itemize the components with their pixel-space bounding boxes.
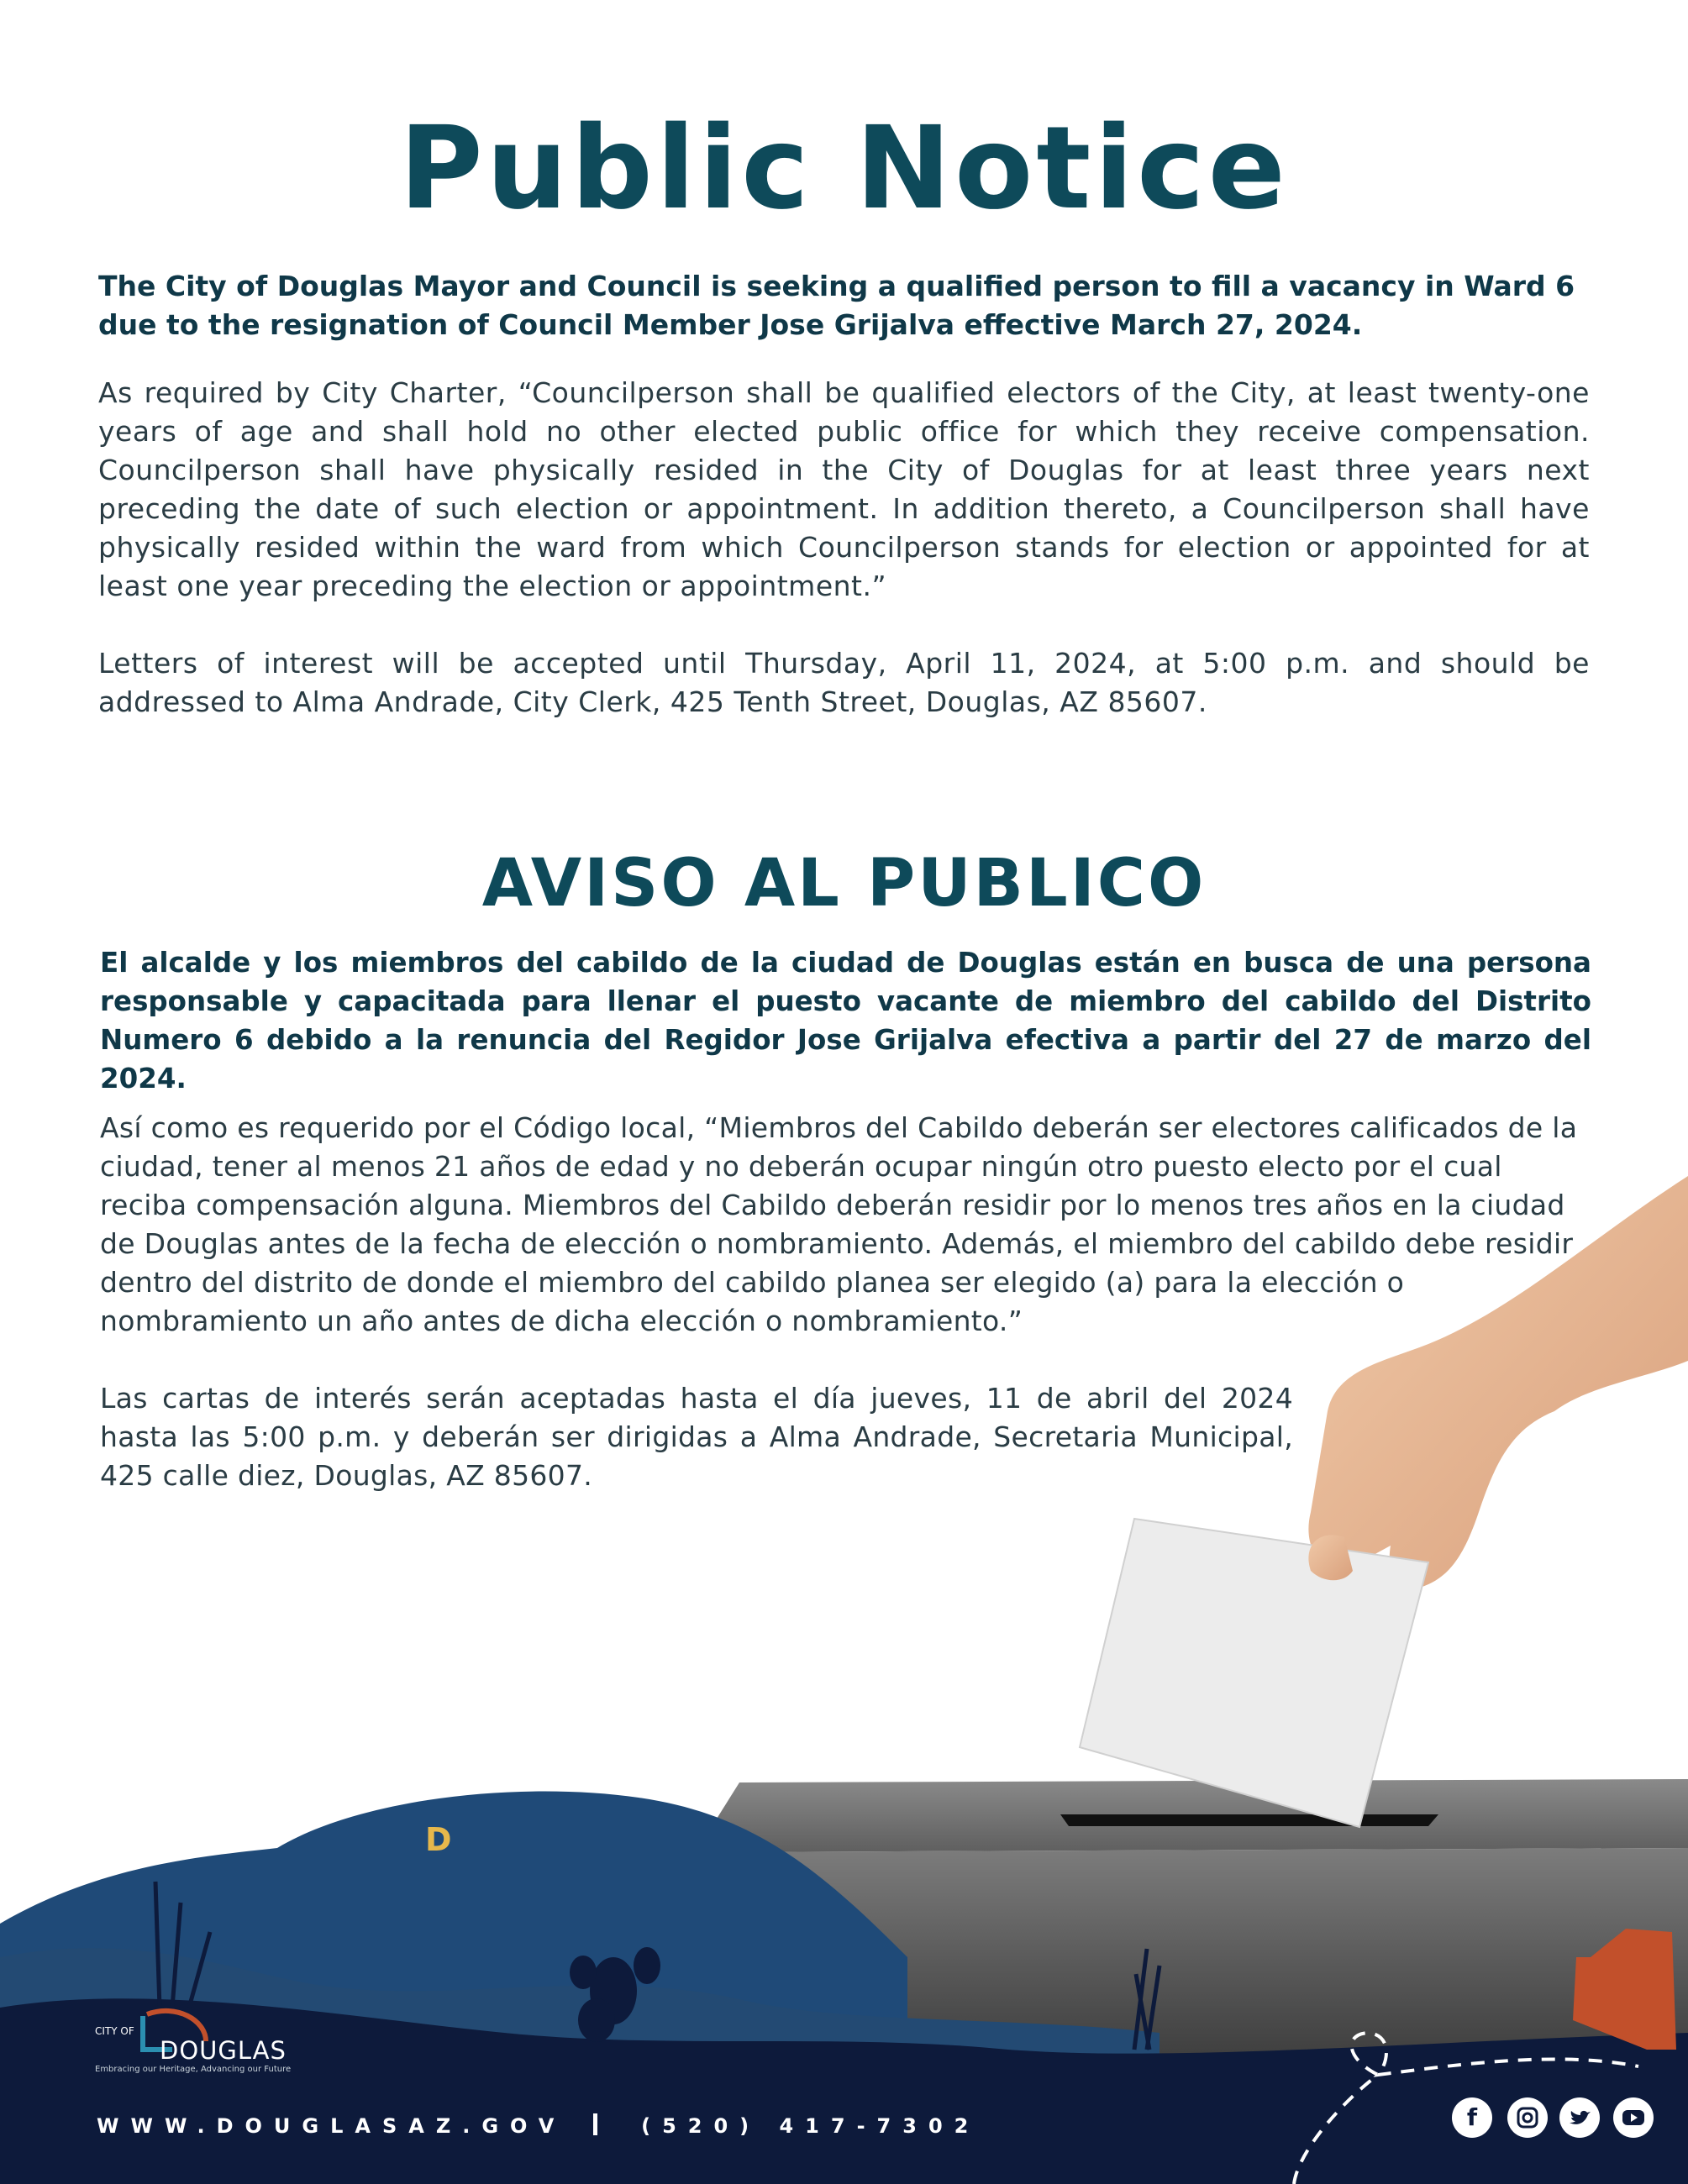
youtube-icon[interactable] — [1613, 2097, 1654, 2138]
instagram-icon[interactable] — [1507, 2097, 1548, 2138]
logo-tagline: Embracing our Heritage, Advancing our Future — [95, 2065, 292, 2074]
letters-paragraph: Letters of interest will be accepted until Thursday, April 11, 2024, at 5:00 p.m. and should be addressed to Alma Andrade, City Clerk, 425 Tenth Street, Douglas, AZ 85607. — [98, 647, 1590, 718]
footer-contact — [97, 2113, 980, 2138]
footer-divider — [593, 2113, 597, 2135]
codigo-paragraph: Así como es requerido por el Código local, “Miembros del Cabildo deberán ser electores calificados de la ciudad, tener al menos 21 años de edad y no deberán ocupar ningún otro puesto electo por el cual reciba compensación alguna. Miembros del Cabildo deberán residir por lo menos tres años en la ciudad de Douglas antes de la fecha de elección o nombramiento. Además, el miembro del cabildo debe residir dentro del distrito de donde el miembro del cabildo planea ser elegido (a) para la elección o nombramiento un año antes de dicha elección o nombramiento.” — [100, 1111, 1578, 1337]
facebook-icon[interactable]: f — [1452, 2097, 1492, 2138]
twitter-icon[interactable] — [1559, 2097, 1600, 2138]
website-link[interactable]: WWW.DOUGLASAZ.GOV — [97, 2114, 566, 2138]
hill-d-letter: D — [425, 1821, 452, 1858]
cartas-paragraph: Las cartas de interés serán aceptadas hasta el día jueves, 11 de abril del 2024 hasta las 5:00 p.m. y deberán ser dirigidas a Alma Andrade, Secretaria Municipal, 425 calle diez, Douglas, AZ 85607. — [100, 1382, 1293, 1492]
charter-paragraph: As required by City Charter, “Councilperson shall be qualified electors of the City, at least twenty-one years of age and shall hold no other elected public office for which they receive compensation. Councilperson shall have physically resided in the City of Douglas for at least three years next preceding the date of such election or appointment. In addition thereto, a Councilperson shall have physically resided within the ward from which Councilperson stands for election or appointed for at least one year preceding the election or appointment.” — [98, 376, 1590, 602]
phone-number[interactable]: (520) 417-7302 — [641, 2114, 981, 2138]
spanish-title: AVISO AL PUBLICO — [481, 846, 1207, 921]
page-title: Public Notice — [399, 102, 1289, 235]
logo-city-of: CITY OF — [95, 2025, 134, 2037]
ballot-illustration — [0, 1176, 1688, 2184]
hand-with-ballot — [1080, 1176, 1688, 1827]
logo-name: DOUGLAS — [160, 2036, 287, 2065]
spanish-lead: El alcalde y los miembros del cabildo de la ciudad de Douglas están en busca de una persona responsable y capacitada para llenar el puesto vacante de miembro del cabildo del Distrito Numero 6 debido a la renuncia del Regidor Jose Grijalva efectiva a partir del 27 de marzo del 2024. — [100, 947, 1591, 1095]
notice-lead: The City of Douglas Mayor and Council is seeking a qualified person to fill a vacancy in Ward 6 due to the resignation of Council Member Jose Grijalva effective March 27, 2024. — [98, 270, 1575, 341]
